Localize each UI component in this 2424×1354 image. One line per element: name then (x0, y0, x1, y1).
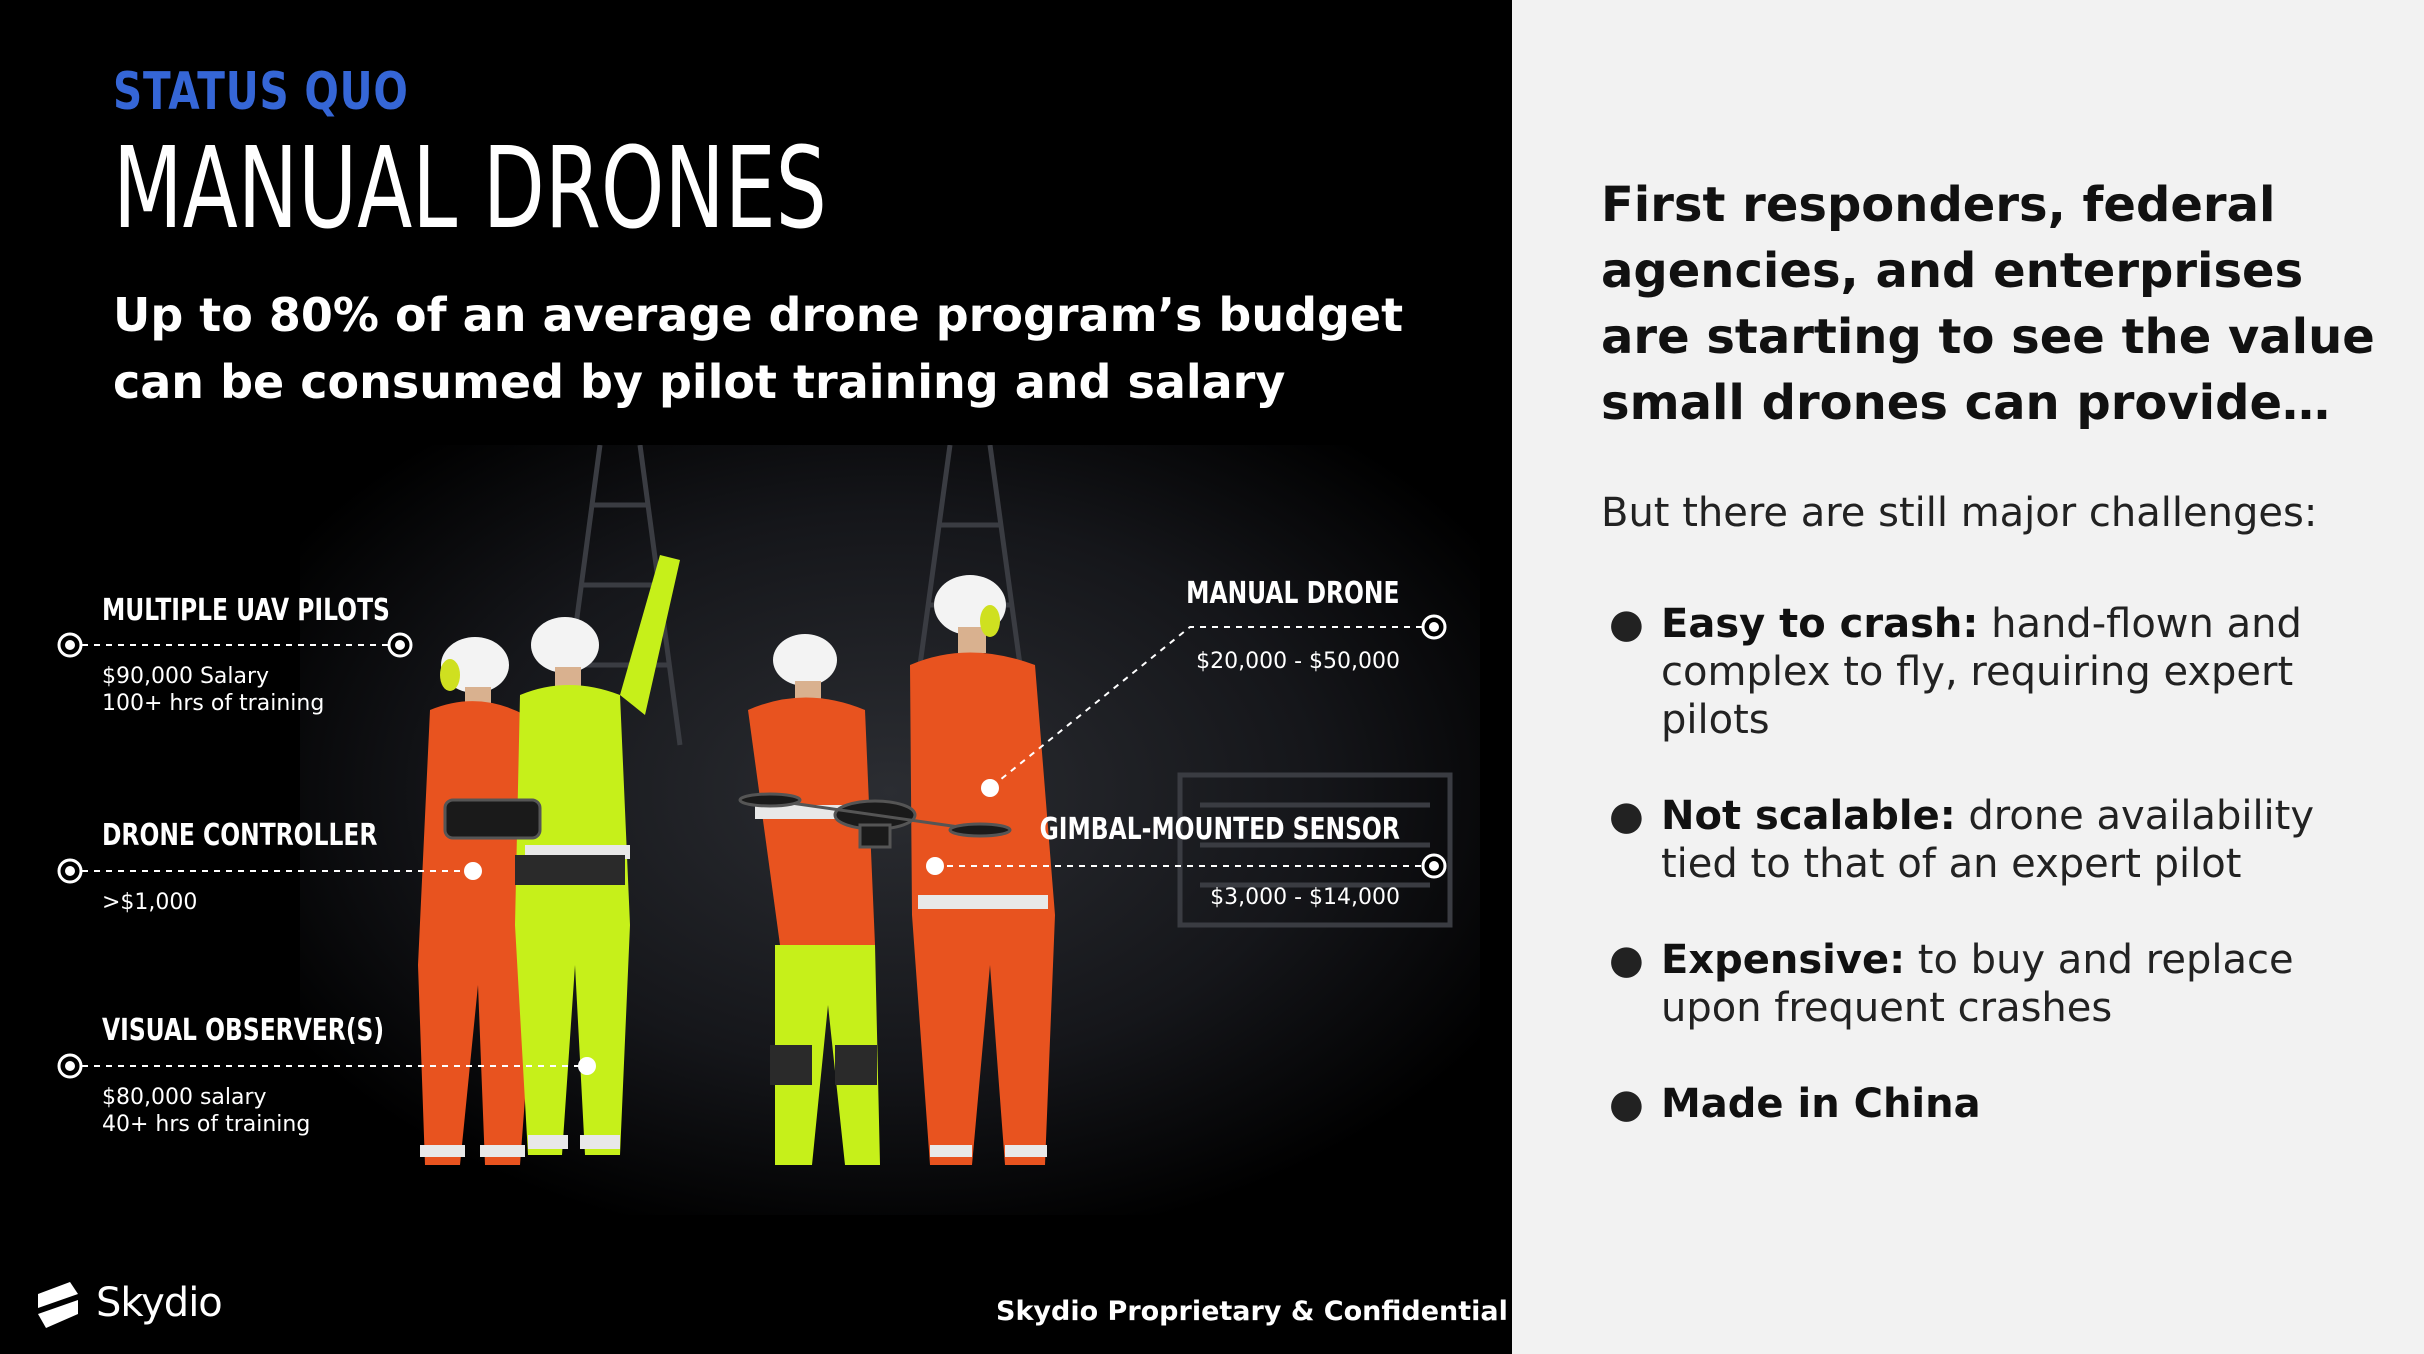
sensor-end-dot (926, 857, 944, 875)
challenges-intro: But there are still major challenges: (1601, 490, 2318, 536)
controller-callout-label: DRONE CONTROLLER (102, 818, 378, 853)
bullet-dot-icon: ● (1609, 601, 1644, 647)
list-item (1601, 792, 2401, 888)
bullet-text: hand-flown and complex to fly, requiring expert pilots (1661, 601, 2302, 743)
bullet-heading: Not scalable: (1661, 793, 1956, 839)
drone-callout-label: MANUAL DRONE (1186, 576, 1400, 611)
eyebrow-label: STATUS QUO (113, 62, 409, 122)
pilots-callout-label: MULTIPLE UAV PILOTS (102, 593, 390, 628)
drone-end-dot (981, 779, 999, 797)
bullet-heading: Made in China (1661, 1081, 1981, 1127)
bullet-heading: Expensive: (1661, 937, 1906, 983)
list-item (1601, 600, 2401, 744)
bullet-dot-icon: ● (1609, 937, 1644, 983)
observers-callout-salary: $80,000 salary (102, 1085, 267, 1110)
page-title: MANUAL DRONES (113, 124, 827, 254)
skydio-logo-text: Skydio (96, 1280, 222, 1326)
bullet-dot-icon: ● (1609, 793, 1644, 839)
confidential-footer: Skydio Proprietary & Confidential (996, 1296, 1508, 1327)
bullet-text: drone availability tied to that of an expert pilot (1661, 793, 2315, 887)
controller-end-dot (464, 862, 482, 880)
slide-subtitle: Up to 80% of an average drone program’s budget can be consumed by pilot training and salary (113, 288, 1404, 409)
sensor-callout-cost: $3,000 - $14,000 (1210, 885, 1400, 910)
observers-callout-training: 40+ hrs of training (102, 1112, 311, 1137)
pilots-callout-salary: $90,000 Salary (102, 664, 270, 689)
bullet-heading: Easy to crash: (1661, 601, 1979, 647)
skydio-logo-icon (34, 1280, 84, 1330)
list-item (1601, 936, 2401, 1032)
lead-statement: First responders, federal agencies, and enterprises are starting to see the value small drones can provide… (1601, 177, 2375, 431)
list-item (1601, 1080, 2401, 1128)
observers-callout-label: VISUAL OBSERVER(S) (102, 1013, 385, 1048)
drone-callout-cost: $20,000 - $50,000 (1196, 649, 1400, 674)
pilots-callout-training: 100+ hrs of training (102, 691, 325, 716)
observers-end-dot (578, 1057, 596, 1075)
bullet-dot-icon: ● (1609, 1081, 1644, 1127)
challenges-list (1601, 600, 2401, 1176)
controller-callout-cost: >$1,000 (102, 890, 198, 915)
sensor-callout-label: GIMBAL-MOUNTED SENSOR (1039, 812, 1400, 847)
bullet-text: to buy and replace upon frequent crashes (1661, 937, 2294, 1031)
